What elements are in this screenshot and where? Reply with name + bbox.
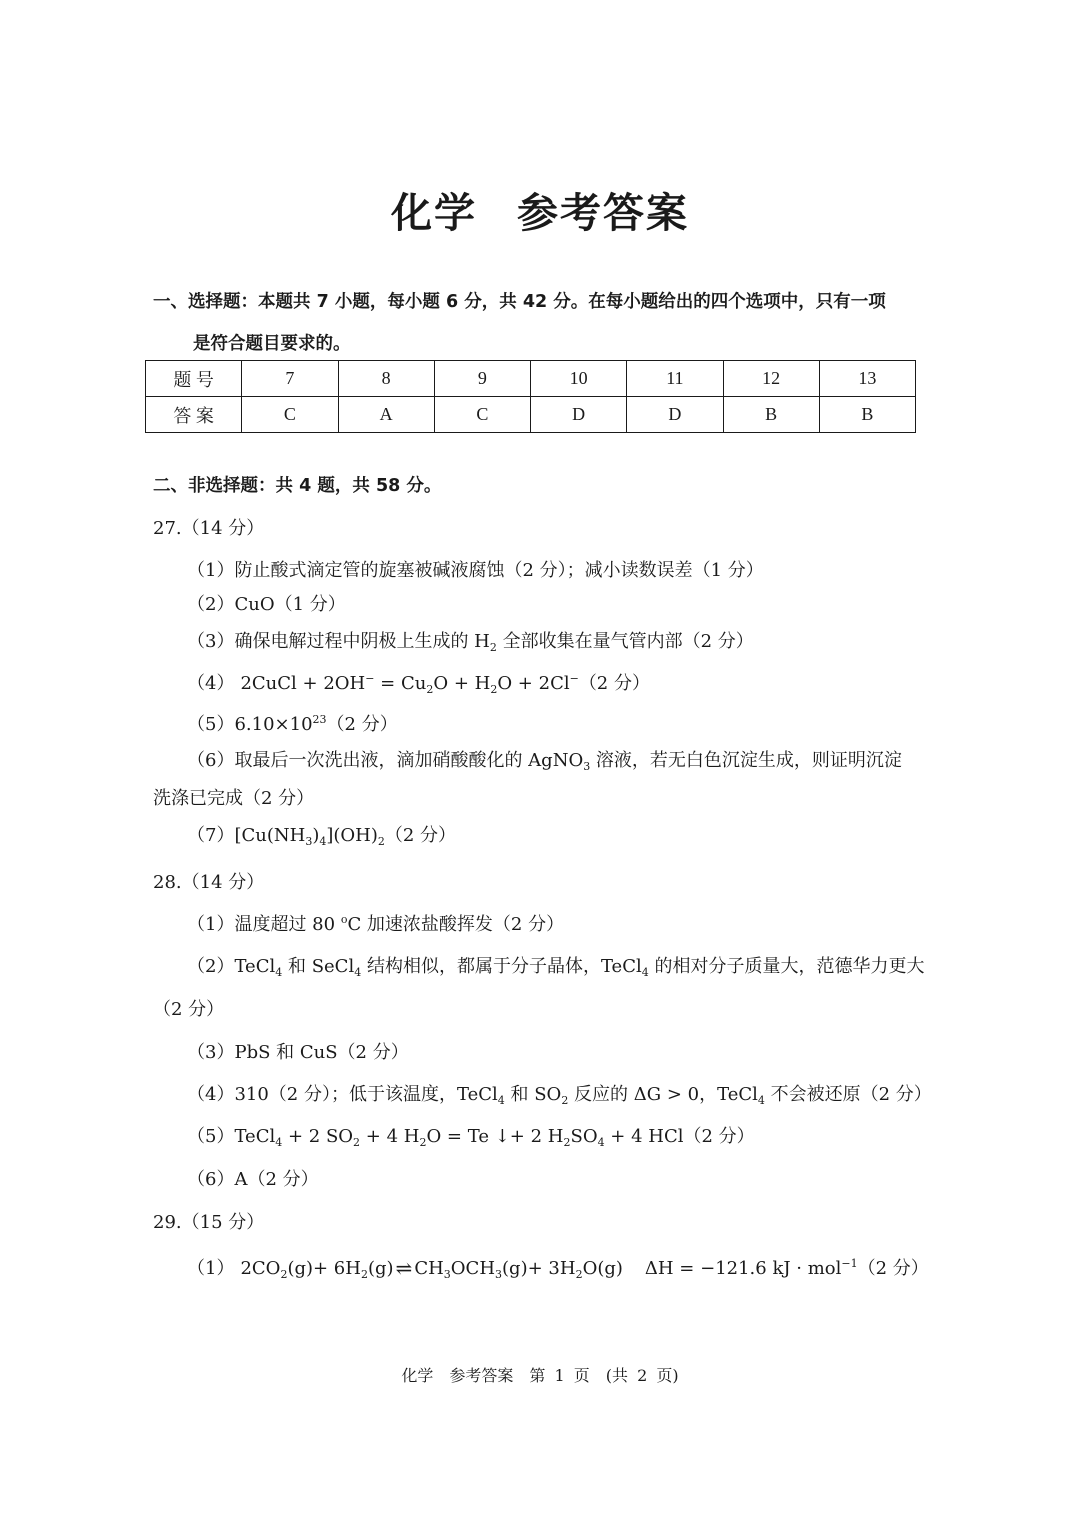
q28-answer-2: （2）TeCl$_4$ 和 SeCl$_4$ 结构相似，都属于分子晶体，TeCl$_4$ 的相对分子质量大，范德华力更大 bbox=[187, 956, 925, 979]
q27-answer-3: （3）确保电解过程中阴极上生成的 $H_2$ 全部收集在量气管内部（2 分） bbox=[187, 631, 754, 654]
question-number: 11 bbox=[627, 361, 723, 397]
question-number: 13 bbox=[819, 361, 915, 397]
q27-header: 27.（14 分） bbox=[153, 518, 265, 539]
answer-cell: B bbox=[723, 397, 819, 433]
table-row bbox=[146, 361, 916, 397]
equilibrium-arrow-icon: ⇌ bbox=[395, 1256, 413, 1280]
question-number: 8 bbox=[338, 361, 434, 397]
question-number: 10 bbox=[531, 361, 627, 397]
title-subject: 化学 bbox=[391, 189, 477, 237]
section2-heading: 二、非选择题：共 4 题，共 58 分。 bbox=[153, 476, 442, 496]
q28-answer-4: （4）310（2 分）；低于该温度，TeCl$_4$ 和 $SO_2$ 反应的 ΔG > 0，TeCl$_4$ 不会被还原（2 分） bbox=[187, 1084, 932, 1107]
q28-answer-5: （5）TeCl$_4$ + 2 $SO_2 + 4$ $H_2O = Te$ ↓+ 2 $H_2SO_4 + 4$ HCl（2 分） bbox=[187, 1126, 755, 1149]
answer-cell: B bbox=[819, 397, 915, 433]
answer-cell: A bbox=[338, 397, 434, 433]
q28-answer-2-cont: （2 分） bbox=[153, 999, 225, 1020]
title-doc-type: 参考答案 bbox=[517, 189, 689, 237]
page-title bbox=[0, 180, 1080, 239]
question-number: 9 bbox=[434, 361, 530, 397]
page-footer: 化学 参考答案 第 1 页 (共 2 页) bbox=[401, 1366, 679, 1385]
section1-heading: 一、选择题：本题共 7 小题，每小题 6 分，共 42 分。在每小题给出的四个选项中，只有一项 bbox=[153, 292, 886, 312]
q28-answer-6: （6）A（2 分） bbox=[187, 1169, 319, 1190]
q27-answer-7: $(7)[Cu(NH_3)_4](OH)_2(2$ 分） bbox=[187, 825, 457, 848]
q28-answer-3: （3）PbS 和 CuS（2 分） bbox=[187, 1042, 409, 1063]
question-number: 12 bbox=[723, 361, 819, 397]
q27-answer-6: （6）取最后一次洗出液，滴加硝酸酸化的 AgNO$_3$ 溶液，若无白色沉淀生成，则证明沉淀 bbox=[187, 750, 902, 773]
q28-answer-1: （1）温度超过 80 $^o$C 加速浓盐酸挥发（2 分） bbox=[187, 913, 565, 935]
answer-cell: D bbox=[627, 397, 723, 433]
answer-cell: D bbox=[531, 397, 627, 433]
q27-answer-2: （2）CuO（1 分） bbox=[187, 594, 346, 615]
q29-header: 29.（15 分） bbox=[153, 1212, 265, 1233]
question-number: 7 bbox=[242, 361, 338, 397]
table-row bbox=[146, 397, 916, 433]
q28-header: 28.（14 分） bbox=[153, 872, 265, 893]
table-answer-label: 答 案 bbox=[146, 397, 242, 433]
q27-answer-6-cont: 洗涤已完成（2 分） bbox=[153, 788, 315, 809]
table-header-label: 题 号 bbox=[146, 361, 242, 397]
q27-answer-5: $(5)6.10\times 10^{23}(2$ 分） bbox=[187, 713, 398, 735]
q27-answer-4: （4） 2CuCl + $2OH^- = Cu_2O + H_2O + 2Cl^-(2$ 分） bbox=[187, 672, 650, 696]
q29-answer-1: （1） $2CO_2(g)+ 6H_2(g)$ ⇌ $CH_3OCH_3(g)+ 3H_2O(g) \Delta H = -121.6$ kJ · mol$^{-1}$（2 分） bbox=[187, 1256, 929, 1281]
section1-heading-cont: 是符合题目要求的。 bbox=[193, 334, 351, 354]
answer-cell: C bbox=[434, 397, 530, 433]
answer-cell: C bbox=[242, 397, 338, 433]
answer-table bbox=[145, 360, 916, 433]
q27-answer-1: （1）防止酸式滴定管的旋塞被碱液腐蚀（2 分）；减小读数误差（1 分） bbox=[187, 560, 764, 581]
